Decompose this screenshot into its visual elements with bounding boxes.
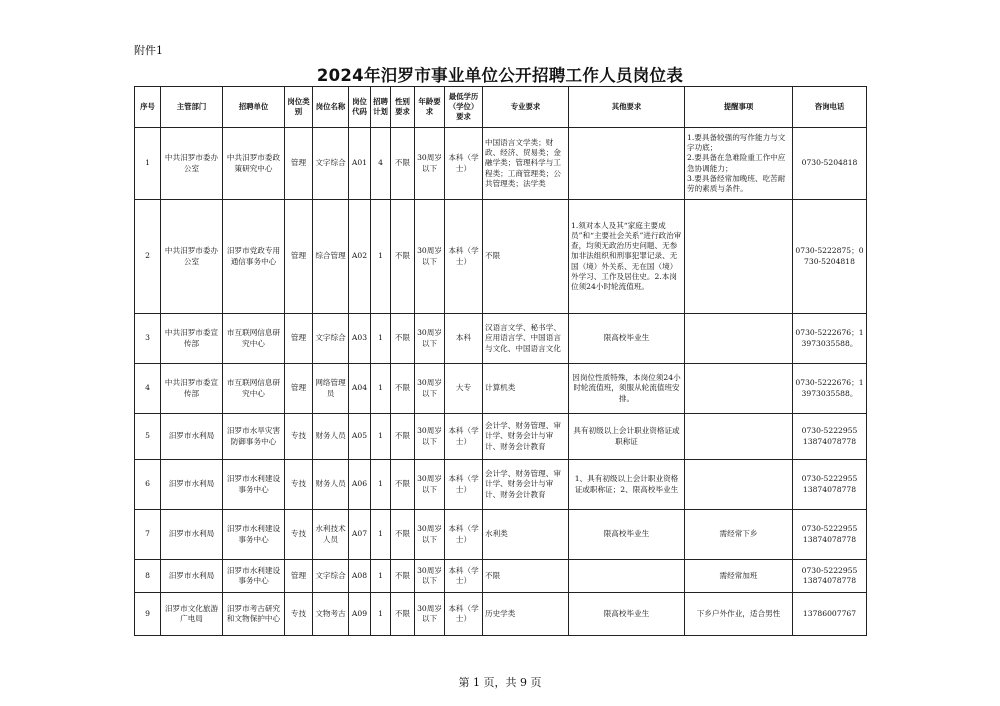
header-row [135, 87, 867, 128]
cell-age: 30周岁以下 [415, 128, 445, 200]
cell-unit: 市互联网信息研究中心 [223, 364, 285, 414]
cell-unit: 汨罗市党政专用通信事务中心 [223, 200, 285, 314]
cell-category: 管理 [285, 314, 313, 364]
cell-age: 30周岁以下 [415, 364, 445, 414]
cell-unit: 汨罗市水利建设事务中心 [223, 510, 285, 560]
cell-post-name: 文字综合 [313, 128, 349, 200]
cell-major: 水利类 [483, 510, 569, 560]
header-gender: 性别要求 [391, 87, 415, 128]
cell-post-code: A02 [349, 200, 371, 314]
cell-post-code: A06 [349, 460, 371, 510]
cell-seq: 8 [135, 560, 161, 593]
header-education: 最低学历（学位）要求 [445, 87, 483, 128]
cell-other: 具有初级以上会计职业资格证或职称证 [569, 414, 685, 460]
cell-unit: 汨罗市水旱灾害防御事务中心 [223, 414, 285, 460]
cell-seq: 5 [135, 414, 161, 460]
header-unit: 招聘单位 [223, 87, 285, 128]
cell-education: 本科 [445, 314, 483, 364]
cell-other [569, 560, 685, 593]
cell-gender: 不限 [391, 510, 415, 560]
cell-gender: 不限 [391, 414, 415, 460]
cell-phone: 0730-5222955 13874078778 [793, 460, 867, 510]
cell-seq: 3 [135, 314, 161, 364]
cell-age: 30周岁以下 [415, 414, 445, 460]
header-seq: 序号 [135, 87, 161, 128]
cell-age: 30周岁以下 [415, 314, 445, 364]
header-reminder: 提醒事项 [685, 87, 793, 128]
cell-post-code: A07 [349, 510, 371, 560]
cell-reminder: 需经常加班 [685, 560, 793, 593]
cell-education: 本科（学士） [445, 128, 483, 200]
table-row [135, 414, 867, 460]
cell-seq: 4 [135, 364, 161, 414]
cell-gender: 不限 [391, 364, 415, 414]
cell-reminder [685, 314, 793, 364]
cell-post-name: 文物考古 [313, 593, 349, 636]
cell-category: 管理 [285, 128, 313, 200]
cell-post-name: 财务人员 [313, 460, 349, 510]
cell-major: 会计学、财务管理、审计学、财务会计与审计、财务会计教育 [483, 414, 569, 460]
cell-post-name: 文字综合 [313, 314, 349, 364]
cell-other [569, 128, 685, 200]
cell-phone: 0730-5204818 [793, 128, 867, 200]
cell-dept: 中共汨罗市委宣传部 [161, 364, 223, 414]
cell-other: 1.须对本人及其“家庭主要成员”和“主要社会关系”进行政治审查，均须无政治历史问题、无参加非法组织和刑事犯罪记录、无国（境）外关系、无在国（境）外学习、工作及居住史。2.本岗位须24小时轮流值班。 [569, 200, 685, 314]
table-row [135, 460, 867, 510]
table-row [135, 314, 867, 364]
cell-reminder [685, 364, 793, 414]
cell-gender: 不限 [391, 200, 415, 314]
cell-age: 30周岁以下 [415, 510, 445, 560]
table-row [135, 510, 867, 560]
cell-education: 本科（学士） [445, 200, 483, 314]
cell-education: 本科（学士） [445, 593, 483, 636]
cell-category: 专技 [285, 460, 313, 510]
cell-quota: 1 [371, 414, 391, 460]
cell-category: 管理 [285, 200, 313, 314]
header-category: 岗位类别 [285, 87, 313, 128]
header-dept: 主管部门 [161, 87, 223, 128]
cell-category: 管理 [285, 364, 313, 414]
cell-major: 中国语言文学类；财政、经济、贸易类；金融学类；管理科学与工程类；工商管理类；公共管理类；法学类 [483, 128, 569, 200]
header-post-name: 岗位名称 [313, 87, 349, 128]
table-row [135, 200, 867, 314]
cell-age: 30周岁以下 [415, 560, 445, 593]
cell-seq: 2 [135, 200, 161, 314]
cell-reminder [685, 200, 793, 314]
cell-education: 本科（学士） [445, 510, 483, 560]
table-row [135, 364, 867, 414]
cell-reminder: 1.要具备较强的写作能力与文字功底； 2.要具备在急难险重工作中应急协调能力； 3.要具备经常加晚班、吃苦耐劳的素质与条件。 [685, 128, 793, 200]
cell-other: 限高校毕业生 [569, 593, 685, 636]
page-title: 2024年汨罗市事业单位公开招聘工作人员岗位表 [316, 66, 684, 85]
cell-post-code: A08 [349, 560, 371, 593]
cell-other: 限高校毕业生 [569, 314, 685, 364]
cell-quota: 1 [371, 364, 391, 414]
cell-gender: 不限 [391, 128, 415, 200]
cell-major: 历史学类 [483, 593, 569, 636]
cell-major: 不限 [483, 200, 569, 314]
cell-phone: 13786007767 [793, 593, 867, 636]
cell-dept: 汨罗市水利局 [161, 510, 223, 560]
cell-quota: 1 [371, 460, 391, 510]
cell-phone: 0730-5222676；13973035588。 [793, 364, 867, 414]
cell-education: 本科（学士） [445, 414, 483, 460]
cell-reminder [685, 414, 793, 460]
cell-dept: 汨罗市水利局 [161, 460, 223, 510]
cell-major: 汉语言文学、秘书学、应用语言学、中国语言与文化、中国语言文化 [483, 314, 569, 364]
cell-seq: 6 [135, 460, 161, 510]
cell-post-name: 网络管理员 [313, 364, 349, 414]
cell-post-code: A01 [349, 128, 371, 200]
cell-education: 大专 [445, 364, 483, 414]
cell-quota: 1 [371, 314, 391, 364]
cell-post-code: A09 [349, 593, 371, 636]
cell-post-name: 水利技术人员 [313, 510, 349, 560]
cell-dept: 中共汨罗市委办公室 [161, 200, 223, 314]
cell-other: 限高校毕业生 [569, 510, 685, 560]
header-other: 其他要求 [569, 87, 685, 128]
cell-unit: 汨罗市水利建设事务中心 [223, 460, 285, 510]
cell-category: 专技 [285, 414, 313, 460]
header-quota: 招聘计划 [371, 87, 391, 128]
cell-major: 计算机类 [483, 364, 569, 414]
cell-gender: 不限 [391, 314, 415, 364]
cell-major: 会计学、财务管理、审计学、财务会计与审计、财务会计教育 [483, 460, 569, 510]
cell-reminder [685, 460, 793, 510]
cell-category: 管理 [285, 560, 313, 593]
cell-unit: 汨罗市水利建设事务中心 [223, 560, 285, 593]
cell-gender: 不限 [391, 593, 415, 636]
cell-age: 30周岁以下 [415, 460, 445, 510]
cell-quota: 1 [371, 510, 391, 560]
cell-seq: 9 [135, 593, 161, 636]
cell-gender: 不限 [391, 560, 415, 593]
cell-quota: 1 [371, 560, 391, 593]
cell-post-name: 综合管理 [313, 200, 349, 314]
cell-quota: 1 [371, 200, 391, 314]
cell-phone: 0730-5222955 13874078778 [793, 560, 867, 593]
page-footer [0, 674, 1000, 690]
page-number: 第 1 页，共 9 页 [458, 676, 542, 689]
cell-dept: 中共汨罗市委宣传部 [161, 314, 223, 364]
cell-phone: 0730-5222955 13874078778 [793, 414, 867, 460]
cell-unit: 市互联网信息研究中心 [223, 314, 285, 364]
cell-quota: 1 [371, 593, 391, 636]
header-post-code: 岗位代码 [349, 87, 371, 128]
cell-dept: 汨罗市水利局 [161, 414, 223, 460]
cell-dept: 汨罗市文化旅游广电局 [161, 593, 223, 636]
cell-age: 30周岁以下 [415, 593, 445, 636]
cell-unit: 中共汨罗市委政策研究中心 [223, 128, 285, 200]
cell-dept: 汨罗市水利局 [161, 560, 223, 593]
cell-post-code: A04 [349, 364, 371, 414]
cell-major: 不限 [483, 560, 569, 593]
cell-seq: 1 [135, 128, 161, 200]
header-major: 专业要求 [483, 87, 569, 128]
cell-unit: 汨罗市考古研究和文物保护中心 [223, 593, 285, 636]
cell-age: 30周岁以下 [415, 200, 445, 314]
cell-phone: 0730-5222676；13973035588。 [793, 314, 867, 364]
cell-post-code: A03 [349, 314, 371, 364]
cell-phone: 0730-5222875；0730-5204818 [793, 200, 867, 314]
cell-post-name: 文字综合 [313, 560, 349, 593]
header-phone: 咨询电话 [793, 87, 867, 128]
recruitment-table [134, 86, 867, 636]
attachment-label: 附件1 [134, 44, 163, 57]
table-row [135, 593, 867, 636]
cell-reminder: 需经常下乡 [685, 510, 793, 560]
table-row [135, 128, 867, 200]
header-age: 年龄要求 [415, 87, 445, 128]
cell-education: 本科（学士） [445, 560, 483, 593]
cell-other: 因岗位性质特殊，本岗位须24小时轮流值班，须服从轮流值班安排。 [569, 364, 685, 414]
cell-quota: 4 [371, 128, 391, 200]
cell-phone: 0730-5222955 13874078778 [793, 510, 867, 560]
cell-gender: 不限 [391, 460, 415, 510]
cell-other: 1、具有初级以上会计职业资格证或职称证；2、限高校毕业生 [569, 460, 685, 510]
cell-post-name: 财务人员 [313, 414, 349, 460]
cell-dept: 中共汨罗市委办公室 [161, 128, 223, 200]
cell-reminder: 下乡户外作业，适合男性 [685, 593, 793, 636]
table-row [135, 560, 867, 593]
cell-education: 本科（学士） [445, 460, 483, 510]
cell-category: 专技 [285, 510, 313, 560]
cell-category: 专技 [285, 593, 313, 636]
cell-seq: 7 [135, 510, 161, 560]
cell-post-code: A05 [349, 414, 371, 460]
